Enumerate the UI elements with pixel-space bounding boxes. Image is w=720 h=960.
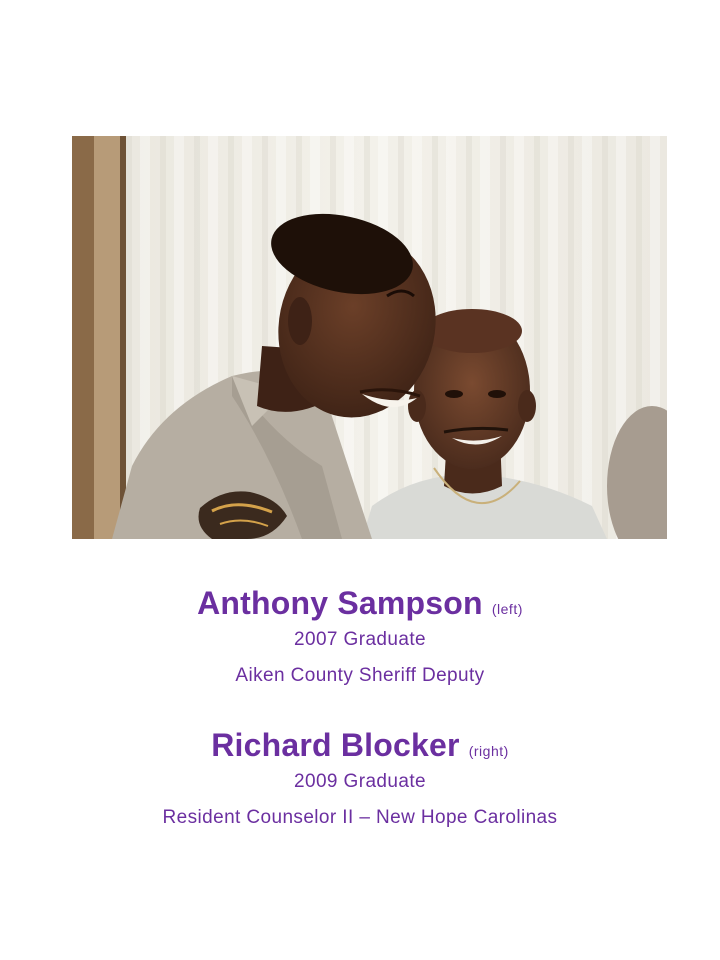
person1-position: (left) [491,601,523,617]
graduates-photo [72,136,667,539]
person1-graduation: 2007 Graduate [294,629,426,650]
person1-heading [0,585,720,622]
person1-name: Anthony Sampson [197,585,483,621]
person2-title: Resident Counselor II – New Hope Carolinas [162,807,558,828]
person1-title: Aiken County Sheriff Deputy [235,665,485,686]
person2-name: Richard Blocker [211,727,460,763]
person2-graduation: 2009 Graduate [294,771,426,792]
person2-position: (right) [468,743,509,759]
person2-heading [0,727,720,764]
